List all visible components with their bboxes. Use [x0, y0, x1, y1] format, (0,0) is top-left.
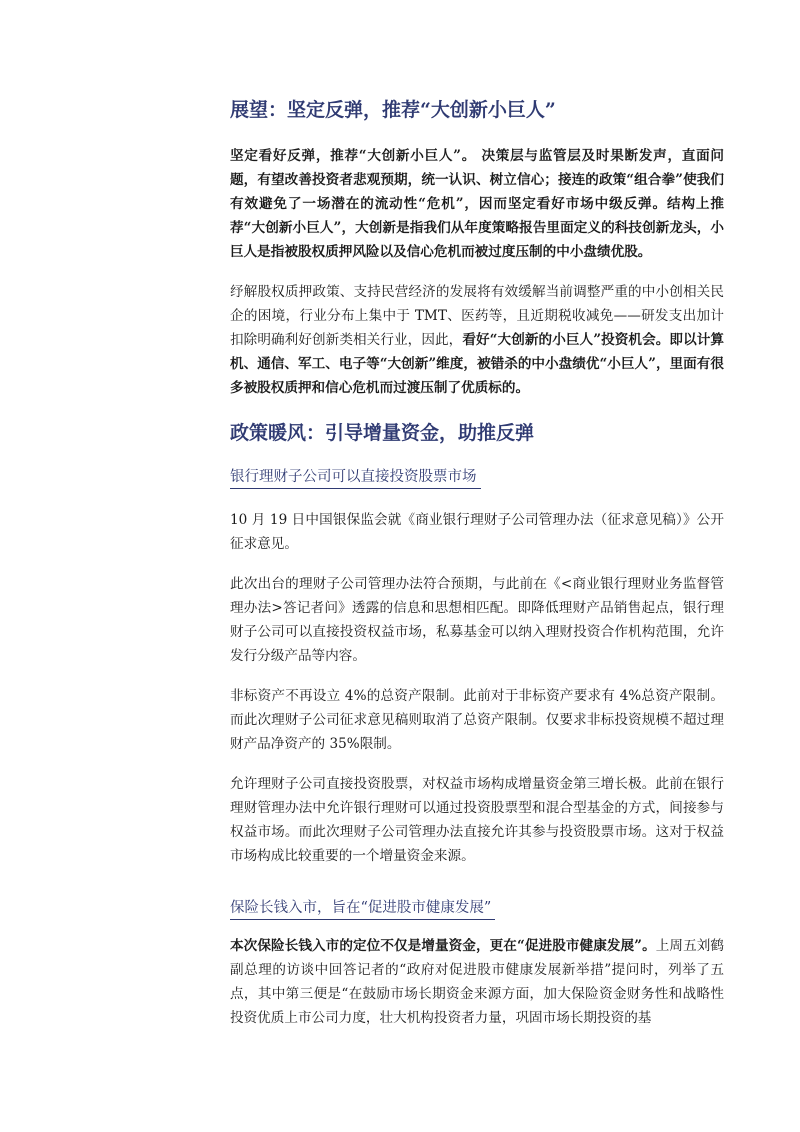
pledge-text: 纾解股权质押政策、支持民营经济的发展将有效缓解当前调整严重的中小创相关民企的困境，行业分布上集中于 TMT、医药等，且近期税收减免——研发支出加计扣除明确利好创新类相关行业，因此， — [230, 284, 724, 348]
pledge-paragraph — [230, 280, 724, 400]
insurance-emphasis: 本次保险长钱入市的定位不仅是增量资金，更在“促进股市健康发展”。 — [230, 938, 656, 954]
policy-heading: 政策暖风：引导增量资金，助推反弹 — [230, 422, 535, 444]
insurance-subheading: 保险长钱入市，旨在“促进股市健康发展” — [230, 897, 495, 920]
pledge-emphasis: 看好“大创新的小巨人”投资机会。即以计算机、通信、军工、电子等“大创新”维度，被错杀的中小盘绩优“小巨人”，里面有很多被股权质押和信心危机而过渡压制了优质标的。 — [230, 332, 724, 396]
measures-paragraph: 此次出台的理财子公司管理办法符合预期，与此前在《<商业银行理财业务监督管理办法>答记者问》透露的信息和思想相匹配。即降低理财产品销售起点，银行理财子公司可以直接投资权益市场，私募基金可以纳入理财投资合作机构范围，允许发行分级产品等内容。 — [230, 576, 724, 664]
bank-wealth-subheading: 银行理财子公司可以直接投资股票市场 — [230, 466, 481, 489]
outlook-paragraph: 坚定看好反弹，推荐“大创新小巨人”。 决策层与监管层及时果断发声，直面问题，有望改善投资者悲观预期，统一认识、树立信心；接连的政策“组合拳”使我们有效避免了一场潜在的流动性“危机”，因而坚定看好市场中级反弹。结构上推荐“大创新小巨人”，大创新是指我们从年度策略报告里面定义的科技创新龙头，小巨人是指被股权质押风险以及信心危机而被过度压制的中小盘绩优股。 — [230, 148, 724, 260]
insurance-paragraph — [230, 934, 724, 1030]
nonstandard-paragraph: 非标资产不再设立 4%的总资产限制。此前对于非标资产要求有 4%总资产限制。而此次理财子公司征求意见稿则取消了总资产限制。仅要求非标投资规模不超过理财产品净资产的 35%限制。 — [230, 688, 724, 752]
outlook-heading: 展望：坚定反弹，推荐“大创新小巨人” — [230, 99, 556, 121]
insurance-text: 上周五刘鹤副总理的访谈中回答记者的“政府对促进股市健康发展新举措”提问时，列举了五点，其中第三便是“在鼓励市场长期资金来源方面，加大保险资金财务性和战略性投资优质上市公司力度，壮大机构投资者力量，巩固市场长期投资的基 — [230, 938, 725, 1026]
equity-paragraph: 允许理财子公司直接投资股票，对权益市场构成增量资金第三增长极。此前在银行理财管理办法中允许银行理财可以通过投资股票型和混合型基金的方式，间接参与权益市场。而此次理财子公司管理办法直接允许其参与投资股票市场。这对于权益市场构成比较重要的一个增量资金来源。 — [230, 776, 724, 864]
cbirc-paragraph: 10 月 19 日中国银保监会就《商业银行理财子公司管理办法（征求意见稿）》公开征求意见。 — [230, 512, 724, 552]
